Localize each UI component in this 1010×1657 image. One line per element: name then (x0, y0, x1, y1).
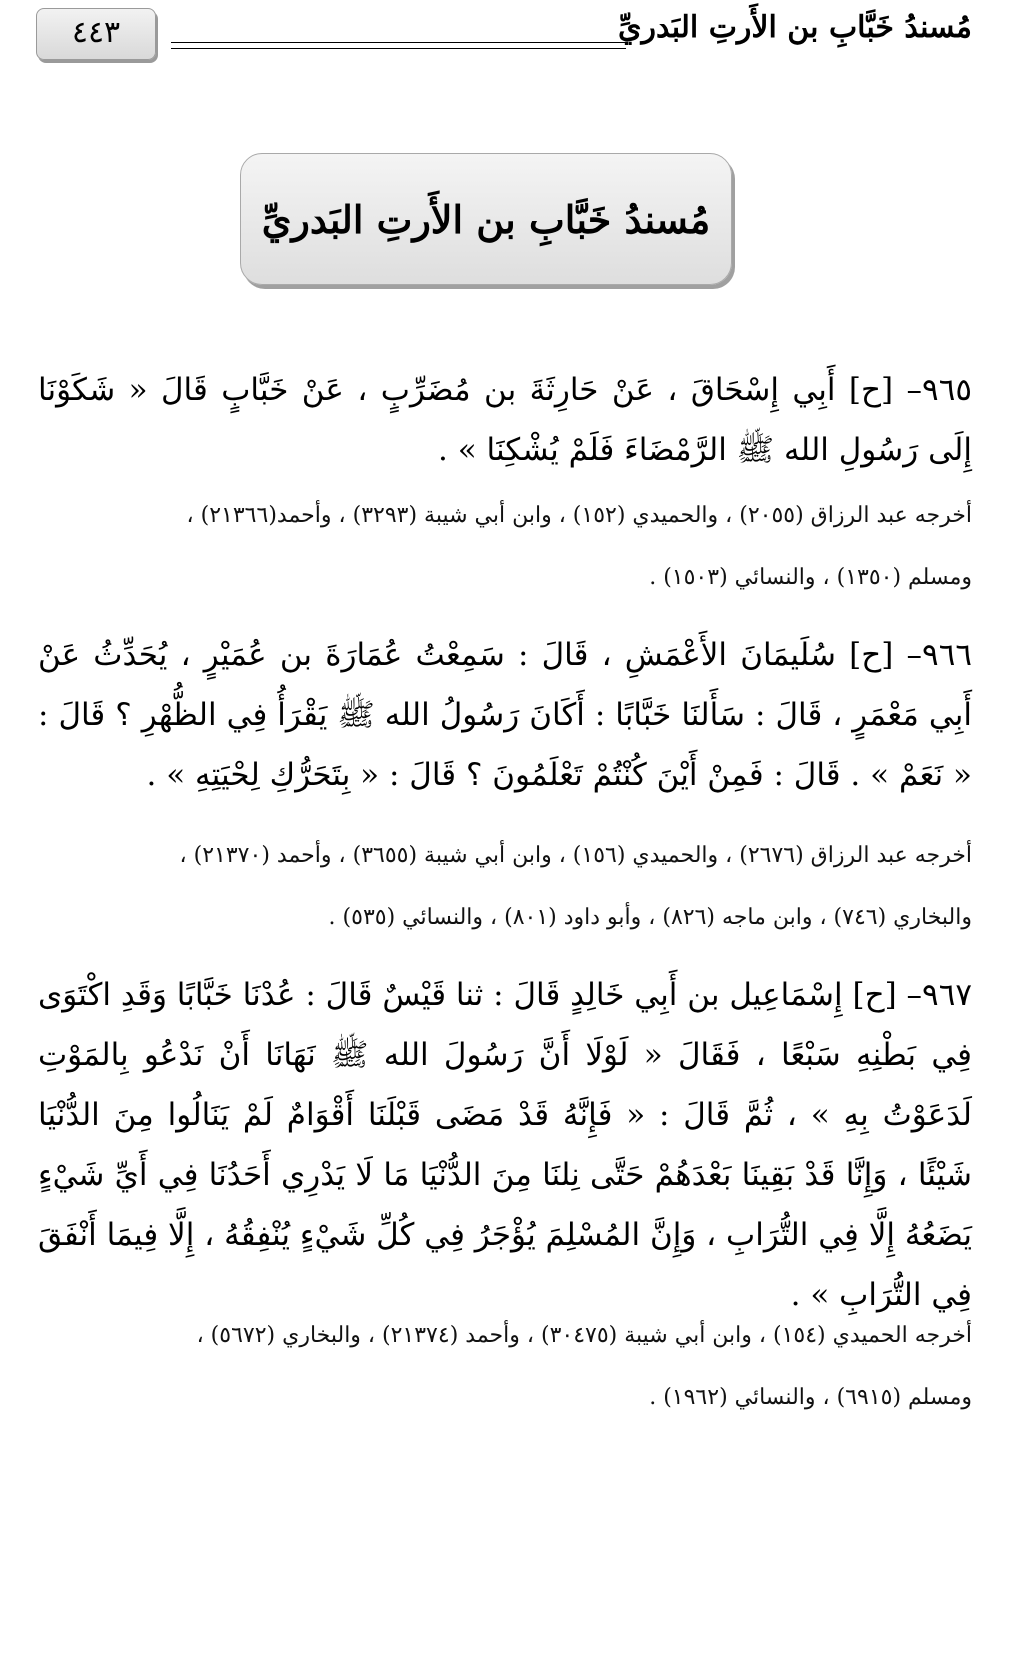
chapter-title-box (240, 153, 732, 285)
takhrij-line: أخرجه عبد الرزاق (٢٦٧٦) ، والحميدي (١٥٦) ، وابن أبي شيبة (٣٦٥٥) ، وأحمد (٢١٣٧٠) ، (179, 843, 972, 868)
takhrij-line: ومسلم (٦٩١٥) ، والنسائي (١٩٦٢) . (649, 1385, 972, 1410)
takhrij-line: ومسلم (١٣٥٠) ، والنسائي (١٥٠٣) . (649, 565, 972, 590)
hadith-965 (38, 360, 972, 480)
page-header (36, 8, 972, 60)
hadith-number: ٩٦٥ (922, 372, 972, 408)
takhrij-966 (38, 825, 972, 949)
takhrij-965 (38, 485, 972, 609)
header-rule (171, 48, 626, 49)
page-number: ٤٤٣ (36, 8, 156, 60)
hadith-text: – [ح] سُلَيمَانَ الأَعْمَشِ ، قَالَ : سَمِعْتُ عُمَارَةَ بن عُمَيْرٍ ، يُحَدِّثُ عَنْ أَبِي مَعْمَرٍ ، قَالَ : سَأَلنَا خَبَّابًا : أَكَانَ رَسُولُ الله ﷺ يَقْرَأُ فِي الظُّهْرِ ؟ قَالَ : « نَعَمْ » . قَالَ : فَمِنْ أَيْنَ كُنْتُمْ تَعْلَمُونَ ؟ قَالَ : « بِتَحَرُّكِ لِحْيَتِهِ » . (38, 637, 972, 793)
takhrij-967 (38, 1305, 972, 1429)
hadith-text: – [ح] إِسْمَاعِيل بن أَبِي خَالِدٍ قَالَ : ثنا قَيْسٌ قَالَ : عُدْنَا خَبَّابًا وَقَدِ اكْتَوَى فِي بَطْنِهِ سَبْعًا ، فَقَالَ « لَوْلَا أَنَّ رَسُولَ الله ﷺ نَهَانَا أَنْ نَدْعُو بِالمَوْتِ لَدَعَوْتُ بِهِ » ، ثُمَّ قَالَ : « فَإِنَّهُ قَدْ مَضَى قَبْلَنَا أَقْوَامٌ لَمْ يَنَالُوا مِنَ الدُّنْيَا شَيْئًا ، وَإِنَّا قَدْ بَقِينَا بَعْدَهُمْ حَتَّى نِلنَا مِنَ الدُّنْيَا مَا لَا يَدْرِي أَحَدُنَا فِي أَيِّ شَيْءٍ يَضَعُهُ إِلَّا فِي التُّرَابِ ، وَإِنَّ المُسْلِمَ يُؤْجَرُ فِي كُلِّ شَيْءٍ يُنْفِقُهُ ، إِلَّا فِيمَا أَنْفَقَ فِي التُّرَابِ » . (38, 977, 972, 1313)
chapter-title: مُسندُ خَبَّابِ بن الأَرتِ البَدريِّ (261, 196, 711, 242)
hadith-966 (38, 625, 972, 805)
takhrij-line: أخرجه الحميدي (١٥٤) ، وابن أبي شيبة (٣٠٤٧٥) ، وأحمد (٢١٣٧٤) ، والبخاري (٥٦٧٢) ، (196, 1323, 972, 1348)
takhrij-line: أخرجه عبد الرزاق (٢٠٥٥) ، والحميدي (١٥٢) ، وابن أبي شيبة (٣٢٩٣) ، وأحمد(٢١٣٦٦) ، (186, 503, 972, 528)
header-rule (171, 42, 626, 43)
hadith-number: ٩٦٧ (922, 977, 972, 1013)
hadith-967 (38, 965, 972, 1325)
hadith-text: – [ح] أَبِي إِسْحَاقَ ، عَنْ حَارِثَةَ بن مُضَرِّبٍ ، عَنْ خَبَّابٍ قَالَ « شَكَوْنَا إِلَى رَسُولِ الله ﷺ الرَّمْضَاءَ فَلَمْ يُشْكِنَا » . (38, 372, 972, 468)
takhrij-line: والبخاري (٧٤٦) ، وابن ماجه (٨٢٦) ، وأبو داود (٨٠١) ، والنسائي (٥٣٥) . (328, 905, 972, 930)
running-title: مُسندُ خَبَّابِ بن الأَرتِ البَدريِّ (618, 10, 972, 45)
hadith-number: ٩٦٦ (922, 637, 972, 673)
